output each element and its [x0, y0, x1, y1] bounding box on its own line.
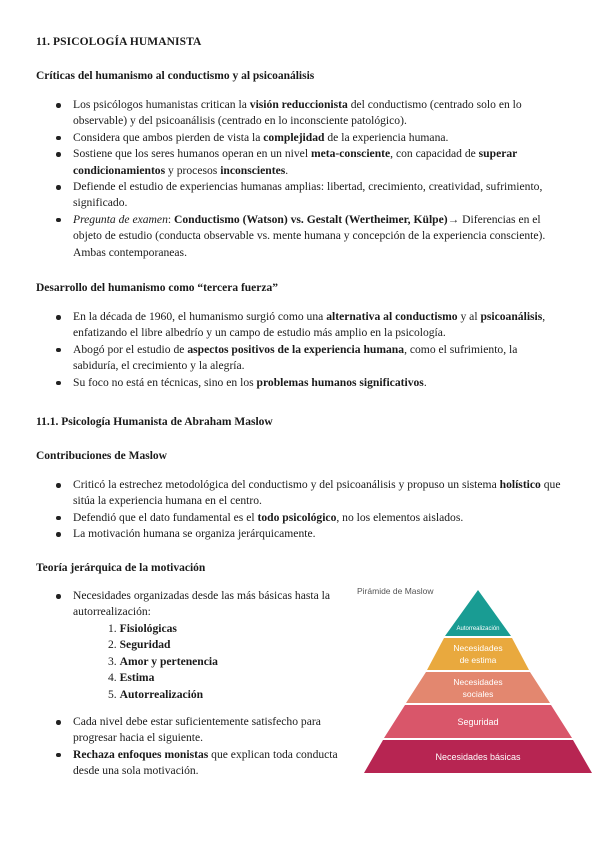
needs-item: 5. Autorrealización: [108, 687, 204, 701]
list-item: Abogó por el estudio de aspectos positivos de la experiencia humana, como el sufrimiento, la sabiduría, el crecimiento y la alegría.: [53, 342, 563, 375]
list-item: En la década de 1960, el humanismo surgió como una alternativa al conductismo y al psicoanálisis, enfatizando el libre albedrío y un campo de estudio más amplio en la psicología.: [53, 309, 563, 342]
list-item: Los psicólogos humanistas critican la visión reduccionista del conductismo (centrado solo en lo observable) y del psicoanálisis (centrado en lo inconsciente patológico).: [53, 97, 563, 130]
needs-item: 3. Amor y pertenencia: [108, 654, 218, 668]
pyramid-label-basicas: Necesidades básicas: [435, 752, 521, 762]
list-item: Considera que ambos pierden de vista la complejidad de la experiencia humana.: [53, 130, 563, 146]
subsection-title-maslow: 11.1. Psicología Humanista de Abraham Maslow: [36, 416, 273, 428]
pyramid-label-seguridad: Seguridad: [457, 717, 499, 727]
section-title-teoria: Teoría jerárquica de la motivación: [36, 562, 206, 574]
pyramid-label-social-2: sociales: [462, 689, 494, 699]
pyramid-label-estima-2: de estima: [459, 655, 497, 665]
maslow-pyramid: [362, 586, 594, 776]
list-item: Sostiene que los seres humanos operan en un nivel meta-consciente, con capacidad de superar condicionamientos y procesos inconscientes.: [53, 146, 563, 179]
list-item: Defiende el estudio de experiencias humanas amplias: libertad, crecimiento, creatividad, sufrimiento, significado.: [53, 179, 563, 212]
needs-item: 4. Estima: [108, 671, 155, 685]
list-item: Rechaza enfoques monistas que explican toda conducta desde una sola motivación.: [53, 747, 343, 780]
pyramid-label-social-1: Necesidades: [453, 677, 503, 687]
list-item: Pregunta de examen: Conductismo (Watson) vs. Gestalt (Wertheimer, Külpe)→ Diferencias en el objeto de estudio (conducta observable vs. mente humana y concepción de la experiencia consciente). Ambas contemporaneas.: [53, 212, 563, 261]
criticas-list: [53, 97, 563, 261]
tercera-fuerza-list: [53, 309, 563, 391]
list-item: La motivación humana se organiza jerárquicamente.: [53, 526, 563, 542]
list-item: Su foco no está en técnicas, sino en los problemas humanos significativos.: [53, 375, 563, 391]
list-item: Defendió que el dato fundamental es el todo psicológico, no los elementos aislados.: [53, 510, 563, 526]
teoria-list: [53, 714, 343, 780]
pyramid-label-autorrealizacion: Autorrealización: [456, 626, 500, 632]
main-title: 11. PSICOLOGÍA HUMANISTA: [36, 36, 202, 48]
list-item: Necesidades organizadas desde las más básicas hasta la autorrealización:: [53, 588, 343, 621]
needs-numbered-list: [108, 621, 218, 703]
pyramid-title: Pirámide de Maslow: [357, 586, 434, 596]
list-item: Criticó la estrechez metodológica del conductismo y del psicoanálisis y propuso un sistema holístico que sitúa la experiencia humana en el centro.: [53, 477, 563, 510]
section-title-tercera-fuerza: Desarrollo del humanismo como “tercera fuerza”: [36, 282, 278, 294]
section-title-criticas: Críticas del humanismo al conductismo y al psicoanálisis: [36, 70, 315, 82]
section-title-contribuciones: Contribuciones de Maslow: [36, 450, 167, 462]
needs-item: 1. Fisiológicas: [108, 622, 177, 635]
list-item: Cada nivel debe estar suficientemente satisfecho para progresar hacia el siguiente.: [53, 714, 343, 747]
teoria-intro-list: [53, 588, 343, 621]
contribuciones-list: [53, 477, 563, 543]
needs-item: 2. Seguridad: [108, 638, 171, 652]
pyramid-label-estima-1: Necesidades: [453, 643, 503, 653]
